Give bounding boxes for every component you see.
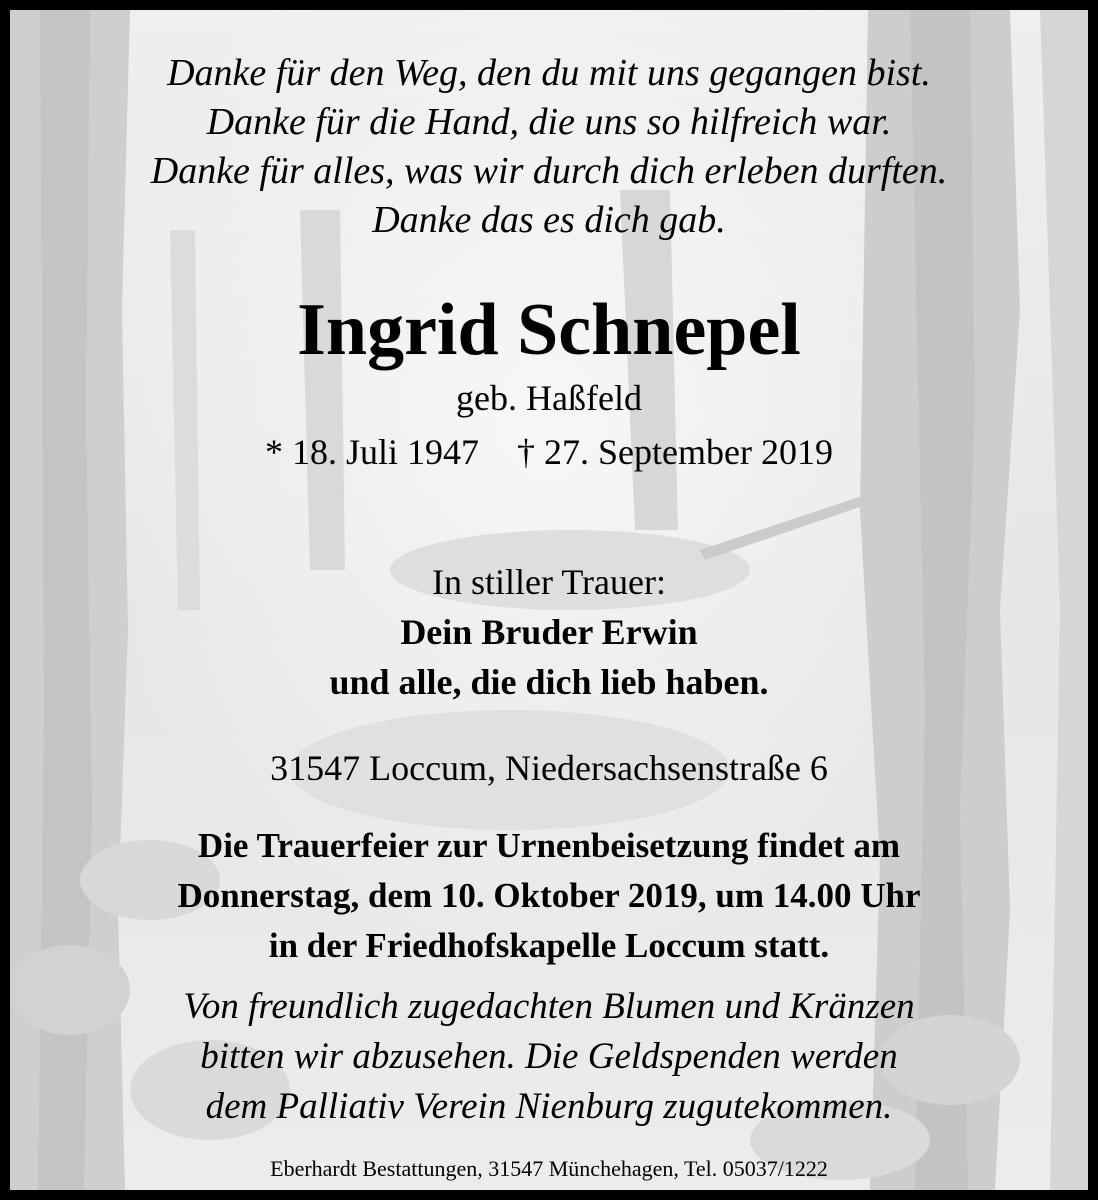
ceremony-line-1: Die Trauerfeier zur Urnenbeisetzung findet am [197, 826, 901, 865]
poem-line-3: Danke für alles, was wir durch dich erleben durften. [150, 150, 948, 192]
notice-content [10, 10, 1088, 1190]
poem-line-2: Danke für die Hand, die uns so hilfreich war. [206, 101, 892, 143]
donation-line-3: dem Palliativ Verein Nienburg zugutekommen. [205, 1086, 893, 1127]
death-date: † 27. September 2019 [517, 432, 833, 472]
deceased-name: Ingrid Schnepel [297, 289, 801, 371]
donation-line-2: bitten wir abzusehen. Die Geldspenden werden [200, 1036, 898, 1077]
address: 31547 Loccum, Niedersachsenstraße 6 [270, 748, 828, 788]
ceremony-line-2: Donnerstag, dem 10. Oktober 2019, um 14.00 Uhr [177, 876, 921, 915]
mourner-line-1: Dein Bruder Erwin [400, 612, 698, 652]
funeral-home-footer: Eberhardt Bestattungen, 31547 Münchehagen, Tel. 05037/1222 [270, 1156, 828, 1181]
mourners-intro: In stiller Trauer: [432, 562, 666, 602]
life-dates [10, 434, 1088, 470]
mourner-line-2: und alle, die dich lieb haben. [329, 662, 769, 702]
poem-line-1: Danke für den Weg, den du mit uns gegangen bist. [167, 52, 931, 94]
maiden-name: geb. Haßfeld [456, 378, 642, 418]
birth-date: * 18. Juli 1947 [265, 432, 480, 472]
poem-line-4: Danke das es dich gab. [372, 199, 726, 241]
ceremony-line-3: in der Friedhofskapelle Loccum statt. [268, 926, 830, 965]
donation-line-1: Von freundlich zugedachten Blumen und Kränzen [183, 986, 915, 1027]
